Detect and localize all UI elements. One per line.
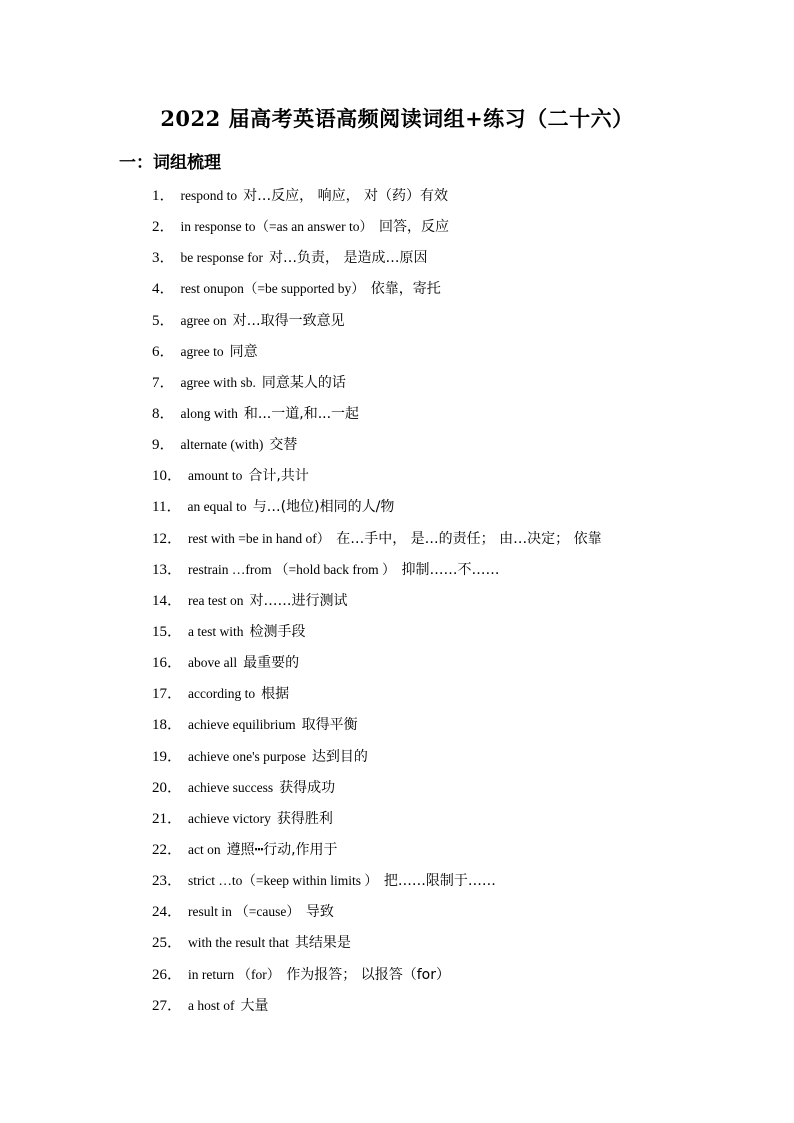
english-phrase: result in （=cause） <box>188 904 300 920</box>
phrase-item <box>152 776 602 807</box>
item-number: 15． <box>152 623 183 640</box>
english-phrase: along with <box>180 405 238 421</box>
english-phrase: be response for <box>180 250 263 266</box>
item-number: 16． <box>152 655 183 672</box>
chinese-meaning: 最重要的 <box>243 655 300 672</box>
chinese-meaning: 对…反应， 响应， 对（药）有效 <box>243 188 449 204</box>
phrase-item <box>152 589 602 620</box>
item-number: 17． <box>152 686 183 703</box>
phrase-item <box>152 900 602 931</box>
phrase-list <box>152 184 602 1025</box>
english-phrase: in response to（=as an answer to） <box>180 219 373 235</box>
item-number: 14． <box>152 592 183 609</box>
section-heading: 一：词组梳理 <box>119 153 221 173</box>
item-number: 12． <box>152 530 183 547</box>
english-phrase: a host of <box>188 997 235 1013</box>
item-number: 1． <box>152 188 175 204</box>
english-phrase: in return （for） <box>188 966 281 982</box>
chinese-meaning: 回答，反应 <box>378 219 449 236</box>
english-phrase: rest onupon（=be supported by） <box>180 281 365 297</box>
phrase-item <box>152 651 602 682</box>
phrase-item <box>152 931 602 962</box>
english-phrase: achieve success <box>188 779 274 795</box>
english-phrase: strict …to（=keep within limits ） <box>188 873 378 889</box>
item-number: 7． <box>152 374 175 391</box>
phrase-item <box>152 309 602 340</box>
item-number: 22． <box>152 841 183 858</box>
item-number: 24． <box>152 904 183 921</box>
english-phrase: agree with sb. <box>180 374 256 390</box>
english-phrase: an equal to <box>187 499 247 515</box>
phrase-item <box>152 963 602 994</box>
item-number: 19． <box>152 748 183 765</box>
phrase-item <box>152 433 602 464</box>
chinese-meaning: 检测手段 <box>249 623 306 640</box>
phrase-item <box>152 246 602 277</box>
chinese-meaning: 其结果是 <box>294 935 351 952</box>
item-number: 3． <box>152 250 175 267</box>
phrase-item <box>152 215 602 246</box>
phrase-item <box>152 184 602 215</box>
phrase-item <box>152 807 602 838</box>
english-phrase: amount to <box>188 468 243 484</box>
english-phrase: respond to <box>180 188 238 203</box>
phrase-item <box>152 527 602 558</box>
phrase-item <box>152 371 602 402</box>
chinese-meaning: 取得平衡 <box>301 717 358 734</box>
item-number: 6． <box>152 343 175 360</box>
chinese-meaning: 合计,共计 <box>248 468 309 485</box>
english-phrase: rea test on <box>188 592 244 608</box>
chinese-meaning: 与…(地位)相同的人/物 <box>252 499 395 516</box>
phrase-item <box>152 994 602 1025</box>
item-number: 26． <box>152 966 183 983</box>
item-number: 11． <box>152 499 182 516</box>
chinese-meaning: 导致 <box>305 904 334 921</box>
item-number: 4． <box>152 281 175 298</box>
chinese-meaning: 大量 <box>240 997 269 1014</box>
chinese-meaning: 在…手中， 是…的责任； 由…决定； 依靠 <box>336 530 602 547</box>
chinese-meaning: 对……进行测试 <box>249 592 348 609</box>
english-phrase: restrain …from （=hold back from ） <box>188 561 396 577</box>
chinese-meaning: 达到目的 <box>311 748 368 765</box>
english-phrase: achieve one's purpose <box>188 748 306 764</box>
chinese-meaning: 根据 <box>261 686 290 703</box>
item-number: 10． <box>152 468 183 485</box>
chinese-meaning: 把……限制于…… <box>383 873 496 890</box>
document-title: 2022 届高考英语高频阅读词组+练习（二十六） <box>160 106 634 131</box>
english-phrase: agree to <box>180 343 224 359</box>
english-phrase: a test with <box>188 623 244 639</box>
chinese-meaning: 遵照┅行动,作用于 <box>226 841 338 858</box>
chinese-meaning: 对…取得一致意见 <box>232 312 345 329</box>
item-number: 9． <box>152 437 175 454</box>
chinese-meaning: 交替 <box>269 437 298 454</box>
item-number: 18． <box>152 717 183 734</box>
item-number: 5． <box>152 312 175 329</box>
chinese-meaning: 依靠，寄托 <box>370 281 441 298</box>
phrase-item <box>152 838 602 869</box>
item-number: 25． <box>152 935 183 952</box>
phrase-item <box>152 402 602 433</box>
phrase-item <box>152 558 602 589</box>
phrase-item <box>152 620 602 651</box>
item-number: 13． <box>152 561 183 578</box>
chinese-meaning: 对…负责， 是造成…原因 <box>269 250 428 267</box>
phrase-item <box>152 340 602 371</box>
english-phrase: above all <box>188 655 238 671</box>
phrase-item <box>152 495 602 526</box>
chinese-meaning: 获得胜利 <box>276 810 333 827</box>
item-number: 8． <box>152 405 175 422</box>
chinese-meaning: 作为报答； 以报答（for） <box>286 966 450 983</box>
phrase-item <box>152 464 602 495</box>
english-phrase: rest with =be in hand of） <box>188 530 331 546</box>
english-phrase: with the result that <box>188 935 289 951</box>
chinese-meaning: 同意 <box>229 343 258 360</box>
english-phrase: achieve victory <box>188 810 271 826</box>
phrase-item <box>152 277 602 308</box>
item-number: 20． <box>152 779 183 796</box>
chinese-meaning: 同意某人的话 <box>261 374 346 391</box>
english-phrase: act on <box>188 841 221 857</box>
item-number: 21． <box>152 810 183 827</box>
english-phrase: according to <box>188 686 256 702</box>
item-number: 23． <box>152 873 183 890</box>
english-phrase: alternate (with) <box>180 437 264 453</box>
item-number: 27． <box>152 997 183 1014</box>
chinese-meaning: 抑制……不…… <box>401 561 500 578</box>
chinese-meaning: 获得成功 <box>279 779 336 796</box>
phrase-item <box>152 713 602 744</box>
phrase-item <box>152 682 602 713</box>
english-phrase: achieve equilibrium <box>188 717 296 733</box>
item-number: 2． <box>152 219 175 236</box>
chinese-meaning: 和...一道,和...一起 <box>243 405 360 422</box>
phrase-item <box>152 745 602 776</box>
english-phrase: agree on <box>180 312 227 328</box>
phrase-item <box>152 869 602 900</box>
